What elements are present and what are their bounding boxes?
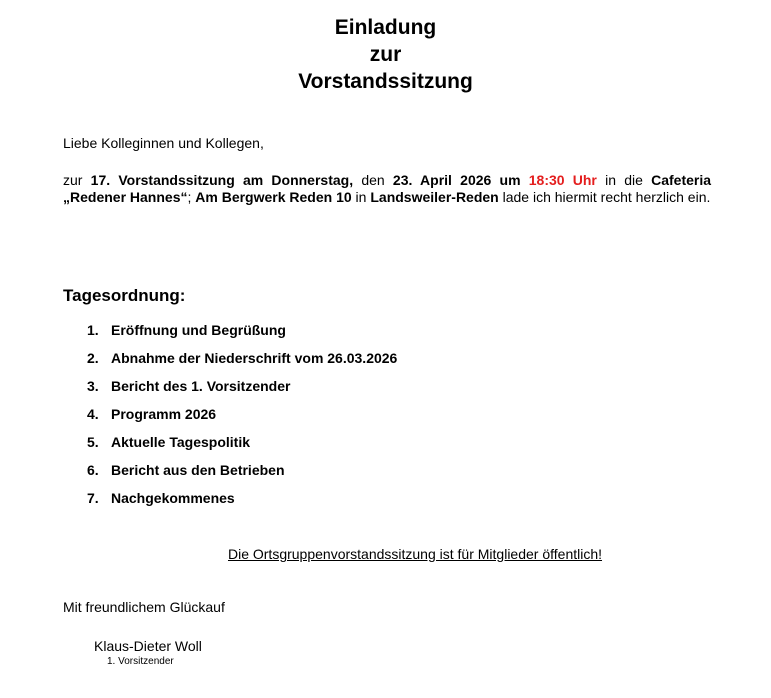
agenda-list (87, 320, 397, 516)
greeting: Liebe Kolleginnen und Kollegen, (63, 135, 264, 151)
invitation-paragraph (63, 172, 711, 206)
signer-name: Klaus-Dieter Woll (94, 638, 202, 654)
meeting-name: 17. Vorstandssitzung am Donnerstag, (90, 172, 354, 188)
title-line-3: Vorstandssitzung (298, 70, 473, 93)
invitation-text: lade ich hiermit recht herzlich ein. (498, 189, 711, 205)
public-notice (0, 546, 771, 563)
agenda-item (87, 376, 397, 404)
agenda-item (87, 320, 397, 348)
agenda-item-text: Abnahme der Niederschrift vom 26.03.2026 (111, 350, 398, 366)
meeting-venue: Cafeteria „Redener Hannes“ (63, 172, 712, 205)
agenda-item-number: 4. (87, 406, 99, 422)
invitation-text: in (351, 189, 371, 205)
closing-salutation: Mit freundlichem Glückauf (63, 599, 225, 615)
agenda-item-text: Bericht aus den Betrieben (111, 462, 285, 478)
invitation-text: zur (63, 172, 91, 188)
agenda-item-text: Eröffnung und Begrüßung (111, 322, 286, 338)
agenda-item-text: Bericht des 1. Vorsitzender (111, 378, 291, 394)
agenda-item (87, 432, 397, 460)
invitation-text: ; (187, 189, 196, 205)
agenda-item-number: 3. (87, 378, 99, 394)
agenda-item (87, 488, 397, 516)
invitation-text: den (353, 172, 393, 188)
agenda-item (87, 404, 397, 432)
agenda-item-number: 1. (87, 322, 99, 338)
agenda-item (87, 460, 397, 488)
public-notice-text: Die Ortsgruppenvorstandssitzung ist für Mitglieder öffentlich! (227, 546, 603, 562)
invitation-text: in die (596, 172, 652, 188)
agenda-heading: Tagesordnung: (63, 286, 186, 305)
document-title (0, 14, 771, 95)
agenda-item-number: 7. (87, 490, 99, 506)
title-line-2: zur (369, 43, 402, 66)
agenda-item (87, 348, 397, 376)
meeting-town: Landsweiler-Reden (370, 189, 499, 205)
agenda-item-text: Programm 2026 (111, 406, 217, 422)
title-line-1: Einladung (334, 16, 437, 39)
agenda-item-number: 6. (87, 462, 99, 478)
agenda-item-text: Aktuelle Tagespolitik (111, 434, 250, 450)
signer-role: 1. Vorsitzender (107, 656, 174, 667)
meeting-time: 18:30 Uhr (528, 172, 597, 188)
meeting-date: 23. April 2026 um (392, 172, 521, 188)
meeting-street: Am Bergwerk Reden 10 (195, 189, 352, 205)
agenda-item-text: Nachgekommenes (111, 490, 235, 506)
agenda-item-number: 5. (87, 434, 99, 450)
agenda-item-number: 2. (87, 350, 99, 366)
invitation-text (521, 172, 529, 188)
